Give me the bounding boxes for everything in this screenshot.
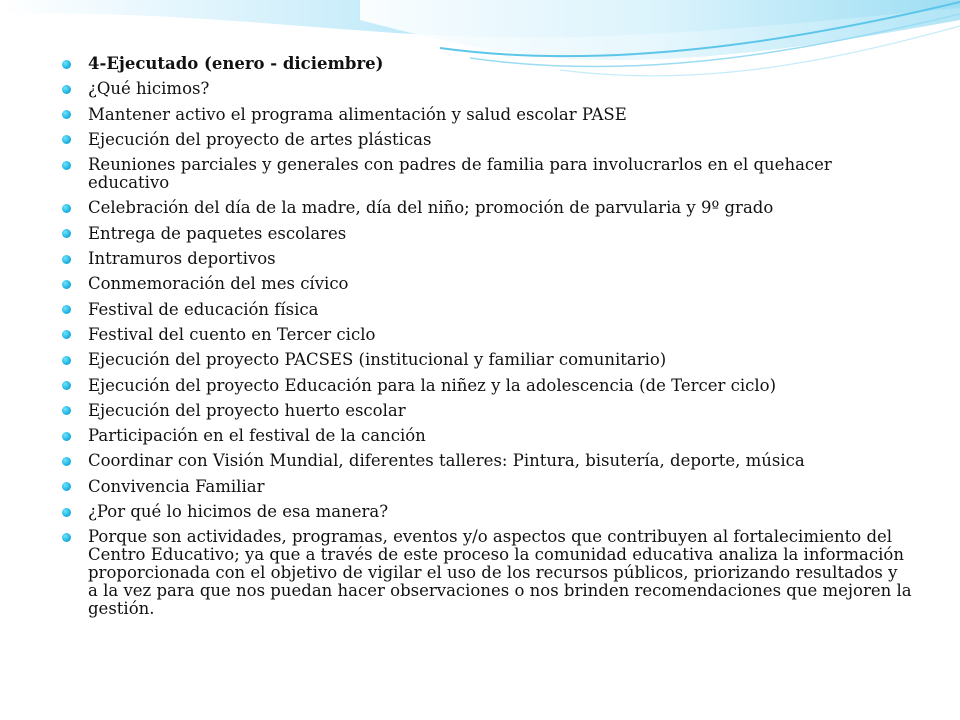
bullet-dot-icon — [62, 305, 71, 314]
list-item-text: ¿Qué hicimos? — [88, 79, 210, 99]
bullet-dot-icon — [62, 255, 71, 264]
list-item-text: Coordinar con Visión Mundial, diferentes talleres: Pintura, bisutería, deporte, música — [88, 451, 805, 471]
list-item — [62, 131, 912, 149]
list-item-text: Convivencia Familiar — [88, 476, 265, 496]
list-item-text: Celebración del día de la madre, día del niño; promoción de parvularia y 9º grado — [88, 198, 774, 218]
bullet-dot-icon — [62, 280, 71, 289]
list-item — [62, 156, 912, 192]
bullet-dot-icon — [62, 135, 71, 144]
bullet-dot-icon — [62, 457, 71, 466]
list-item — [62, 301, 912, 319]
bullet-dot-icon — [62, 533, 71, 542]
list-item — [62, 275, 912, 293]
list-item-text: Intramuros deportivos — [88, 249, 276, 269]
bullet-dot-icon — [62, 508, 71, 517]
bullet-dot-icon — [62, 60, 71, 69]
list-item — [62, 250, 912, 268]
bullet-dot-icon — [62, 110, 71, 119]
wave-mid-band — [360, 0, 960, 60]
list-item-text: Conmemoración del mes cívico — [88, 274, 349, 294]
list-item — [62, 80, 912, 98]
list-item-text: Ejecución del proyecto huerto escolar — [88, 400, 406, 420]
list-item-text: Participación en el festival de la canción — [88, 426, 426, 446]
bullet-dot-icon — [62, 229, 71, 238]
bullet-dot-icon — [62, 161, 71, 170]
list-item-heading — [62, 55, 912, 73]
bullet-dot-icon — [62, 356, 71, 365]
bullet-dot-icon — [62, 381, 71, 390]
list-item-text: Festival del cuento en Tercer ciclo — [88, 324, 376, 344]
list-item — [62, 106, 912, 124]
list-item — [62, 452, 912, 470]
slide-content — [62, 55, 912, 626]
list-item — [62, 225, 912, 243]
bullet-dot-icon — [62, 432, 71, 441]
list-item-text: Ejecución del proyecto Educación para la niñez y la adolescencia (de Tercer ciclo) — [88, 375, 777, 395]
list-item — [62, 402, 912, 420]
list-item — [62, 199, 912, 217]
list-item-text: ¿Por qué lo hicimos de esa manera? — [88, 502, 389, 522]
list-item — [62, 427, 912, 445]
list-item — [62, 478, 912, 496]
list-item — [62, 528, 912, 618]
list-item — [62, 377, 912, 395]
list-item-text: Ejecución del proyecto PACSES (institucional y familiar comunitario) — [88, 350, 667, 370]
bullet-dot-icon — [62, 204, 71, 213]
bullet-dot-icon — [62, 406, 71, 415]
list-item-text: Festival de educación física — [88, 299, 319, 319]
bullet-dot-icon — [62, 85, 71, 94]
list-item-text: Reuniones parciales y generales con padres de familia para involucrarlos en el quehacer educativo — [88, 155, 832, 193]
bullet-dot-icon — [62, 330, 71, 339]
list-item-text: Porque son actividades, programas, eventos y/o aspectos que contribuyen al fortalecimiento del Centro Educativo; ya que a través de este proceso la comunidad educativa analiza la información proporcionada con el objetivo de vigilar el uso de los recursos públicos, priorizando resultados y a la vez para que nos puedan hacer observaciones o nos brinden recomendaciones que mejoren la gestión. — [88, 527, 912, 619]
list-item — [62, 503, 912, 521]
list-item-text: Ejecución del proyecto de artes plásticas — [88, 129, 432, 149]
list-item-text: Entrega de paquetes escolares — [88, 223, 347, 243]
list-item-text: Mantener activo el programa alimentación y salud escolar PASE — [88, 104, 627, 124]
list-item — [62, 326, 912, 344]
list-item-text: 4-Ejecutado (enero - diciembre) — [88, 54, 384, 73]
bullet-dot-icon — [62, 482, 71, 491]
bullet-list — [62, 55, 912, 618]
list-item — [62, 351, 912, 369]
